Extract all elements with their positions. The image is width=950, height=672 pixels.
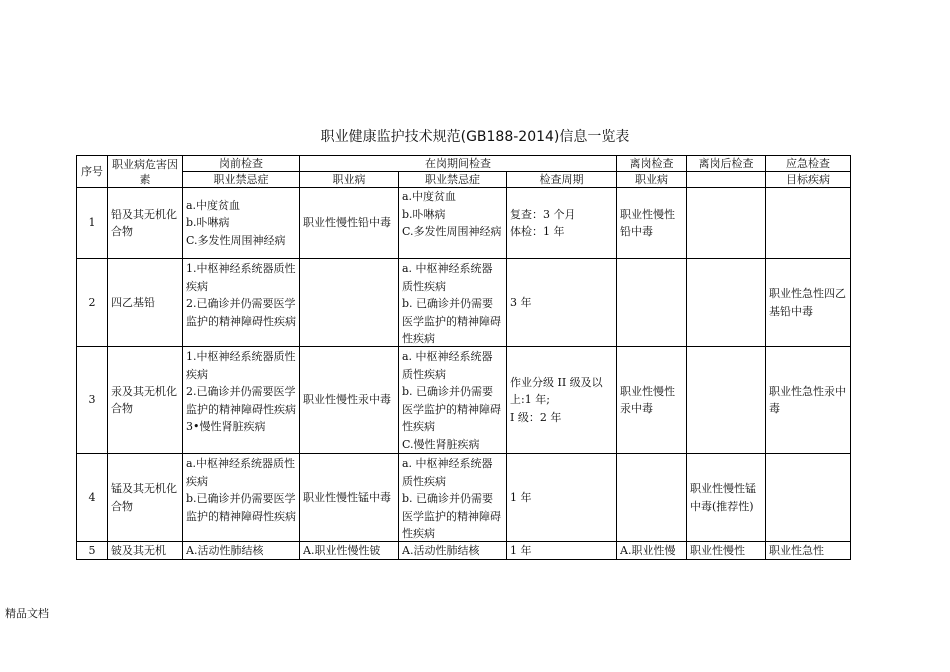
emergency-cell	[766, 454, 851, 542]
emergency-cell: 职业性急性	[766, 542, 851, 560]
table-row	[77, 347, 851, 454]
surveillance-table	[76, 155, 851, 560]
subheader-check-cycle: 检查周期	[507, 172, 617, 188]
page-title: 职业健康监护技术规范(GB188-2014)信息一览表	[320, 129, 630, 145]
header-hazard: 职业病危害因素	[108, 156, 183, 188]
hazard-cell: 铍及其无机	[108, 542, 183, 560]
on-disease-cell	[300, 259, 399, 347]
hazard-cell: 汞及其无机化合物	[108, 347, 183, 454]
post-leave-cell	[687, 188, 766, 259]
leave-disease-cell: A.职业性慢	[617, 542, 687, 560]
subheader-pre-contraindication: 职业禁忌症	[183, 172, 300, 188]
emergency-cell: 职业性急性汞中毒	[766, 347, 851, 454]
check-cycle-cell: 复查：3 个月 体检：1 年	[507, 188, 617, 259]
hazard-cell: 四乙基铅	[108, 259, 183, 347]
emergency-cell: 职业性急性四乙基铅中毒	[766, 259, 851, 347]
table-row	[77, 454, 851, 542]
on-contraindication-cell: a.中度贫血 b.卟啉病 C.多发性周围神经病	[399, 188, 507, 259]
on-contraindication-cell: A.活动性肺结核	[399, 542, 507, 560]
seq-cell: 2	[77, 259, 108, 347]
header-pre-shift: 岗前检查	[183, 156, 300, 172]
pre-contraindication-cell: 1.中枢神经系统器质性疾病 2.已确诊并仍需要医学监护的精神障碍性疾病	[183, 259, 300, 347]
table-row	[77, 542, 851, 560]
check-cycle-cell: 1 年	[507, 454, 617, 542]
footer-watermark: 精品文档	[5, 607, 49, 620]
header-post-leave: 离岗后检查	[687, 156, 766, 172]
seq-cell: 5	[77, 542, 108, 560]
leave-disease-cell	[617, 454, 687, 542]
pre-contraindication-cell: 1.中枢神经系统器质性疾病 2.已确诊并仍需要医学监护的精神障碍性疾病 3•慢性肾脏疾病	[183, 347, 300, 454]
post-leave-cell	[687, 347, 766, 454]
header-emergency: 应急检查	[766, 156, 851, 172]
subheader-on-contraindication: 职业禁忌症	[399, 172, 507, 188]
header-leave: 离岗检查	[617, 156, 687, 172]
leave-disease-cell: 职业性慢性汞中毒	[617, 347, 687, 454]
post-leave-cell	[687, 259, 766, 347]
on-disease-cell: A.职业性慢性铍	[300, 542, 399, 560]
on-contraindication-cell: a. 中枢神经系统器质性疾病 b. 已确诊并仍需要医学监护的精神障碍性疾病 C.慢性肾脏疾病	[399, 347, 507, 454]
leave-disease-cell	[617, 259, 687, 347]
leave-disease-cell: 职业性慢性铅中毒	[617, 188, 687, 259]
subheader-target-disease: 目标疾病	[766, 172, 851, 188]
table-row	[77, 259, 851, 347]
seq-cell: 3	[77, 347, 108, 454]
on-disease-cell: 职业性慢性汞中毒	[300, 347, 399, 454]
header-on-shift: 在岗期间检查	[300, 156, 617, 172]
subheader-on-disease: 职业病	[300, 172, 399, 188]
check-cycle-cell: 作业分级 II 级及以上:1 年; I 级：2 年	[507, 347, 617, 454]
seq-cell: 1	[77, 188, 108, 259]
on-contraindication-cell: a. 中枢神经系统器质性疾病 b. 已确诊并仍需要医学监护的精神障碍性疾病	[399, 259, 507, 347]
emergency-cell	[766, 188, 851, 259]
on-disease-cell: 职业性慢性锰中毒	[300, 454, 399, 542]
pre-contraindication-cell: a.中枢神经系统器质性疾病 b.已确诊并仍需要医学监护的精神障碍性疾病	[183, 454, 300, 542]
hazard-cell: 铅及其无机化合物	[108, 188, 183, 259]
check-cycle-cell: 3 年	[507, 259, 617, 347]
hazard-cell: 锰及其无机化合物	[108, 454, 183, 542]
header-seq: 序号	[77, 156, 108, 188]
table-row	[77, 188, 851, 259]
post-leave-cell: 职业性慢性	[687, 542, 766, 560]
on-disease-cell: 职业性慢性铅中毒	[300, 188, 399, 259]
on-contraindication-cell: a. 中枢神经系统器质性疾病 b. 已确诊并仍需要医学监护的精神障碍性疾病	[399, 454, 507, 542]
pre-contraindication-cell: a.中度贫血 b.卟啉病 C.多发性周围神经病	[183, 188, 300, 259]
subheader-leave-disease: 职业病	[617, 172, 687, 188]
seq-cell: 4	[77, 454, 108, 542]
check-cycle-cell: 1 年	[507, 542, 617, 560]
post-leave-cell: 职业性慢性锰中毒(推荐性)	[687, 454, 766, 542]
pre-contraindication-cell: A.活动性肺结核	[183, 542, 300, 560]
